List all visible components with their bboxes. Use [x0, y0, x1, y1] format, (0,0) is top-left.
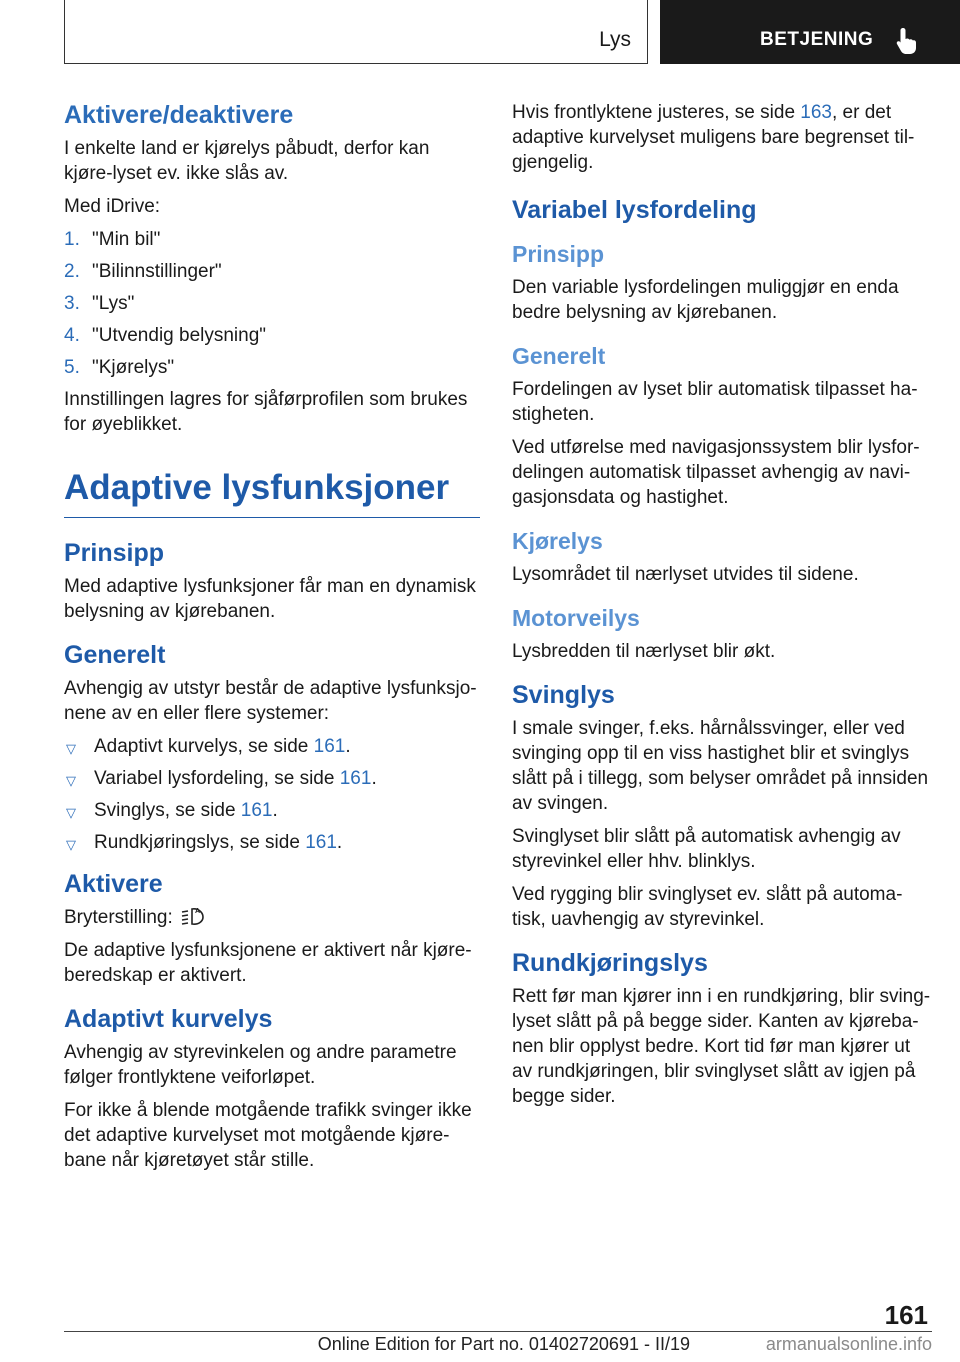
heading-kjorelys: Kjørelys — [512, 528, 603, 554]
step-number: 4. — [64, 325, 80, 346]
step-number: 2. — [64, 261, 80, 282]
bullet-text: Variabel lysfordeling, se side — [94, 768, 340, 789]
page-link[interactable]: 163 — [800, 102, 832, 123]
list-item — [64, 766, 480, 791]
heading-variabel-lysfordeling: Variabel lysfordeling — [512, 196, 757, 224]
footer-divider — [64, 1331, 932, 1332]
paragraph: Fordelingen av lyset blir automatisk tilpasset ha-stigheten. — [512, 379, 918, 425]
heading-aktivere: Aktivere — [64, 870, 163, 898]
list-item — [64, 259, 480, 284]
paragraph: De adaptive lysfunksjonene er aktivert når kjøre-beredskap er aktivert. — [64, 940, 472, 986]
right-column — [512, 100, 932, 1117]
paragraph: Ved utførelse med navigasjonssystem blir lysfor-delingen automatisk tilpasset avhengig av navi-gasjonsdata og hastighet. — [512, 437, 920, 508]
page-link[interactable]: 161 — [305, 832, 337, 853]
paragraph: Avhengig av styrevinkelen og andre parametre følger frontlyktene veiforløpet. — [64, 1042, 457, 1088]
paragraph: I enkelte land er kjørelys påbudt, derfor kan kjøre-lyset ev. ikke slås av. — [64, 138, 430, 184]
idrive-steps-list — [64, 227, 480, 380]
page-link[interactable]: 161 — [240, 800, 273, 821]
paragraph: Svinglyset blir slått på automatisk avhengig av styrevinkel eller hhv. blinklys. — [512, 826, 901, 872]
step-number: 1. — [64, 229, 80, 250]
paragraph — [512, 100, 932, 175]
step-text: "Lys" — [92, 293, 135, 314]
switch-position-label: Bryterstilling: — [64, 907, 173, 928]
paragraph: Innstillingen lagres for sjåførprofilen som brukes for øyeblikket. — [64, 389, 468, 435]
paragraph: Den variable lysfordelingen muliggjør en enda bedre belysning av kjørebanen. — [512, 277, 899, 323]
list-item — [64, 355, 480, 380]
step-number: 5. — [64, 357, 80, 378]
paragraph: Med adaptive lysfunksjoner får man en dynamisk belysning av kjørebanen. — [64, 576, 476, 622]
paragraph: Lysbredden til nærlyset blir økt. — [512, 641, 776, 662]
chapter-title: BETJENING — [760, 29, 874, 50]
paragraph: Ved rygging blir svinglyset ev. slått på automa-tisk, uavhengig av styrevinkel. — [512, 884, 903, 930]
bullet-triangle-icon: ▽ — [66, 805, 76, 820]
heading-svinglys: Svinglys — [512, 681, 615, 709]
page-link[interactable]: 161 — [339, 768, 372, 789]
paragraph: Lysområdet til nærlyset utvides til sidene. — [512, 564, 859, 585]
step-text: "Utvendig belysning" — [92, 325, 267, 346]
main-section-title: Adaptive lysfunksjoner — [64, 467, 480, 518]
left-column — [64, 100, 480, 1181]
paragraph: Rett før man kjører inn i en rundkjøring, blir sving-lyset slått på på begge sider. Kanten av kjøreba-nen blir opplyst bedre. Kort tid før man kjører ut av rundkjøringen, blir svinglyset slått av igjen på begge sider. — [512, 986, 931, 1107]
hand-pointer-icon — [893, 26, 919, 56]
watermark: armanualsonline.info — [765, 1334, 932, 1354]
text: Hvis frontlyktene justeres, se side — [512, 102, 801, 123]
text: , er det adaptive kurvelyset muligens bare begrenset til-gjengelig. — [512, 102, 915, 173]
bullet-text: Adaptivt kurvelys, se side — [94, 736, 314, 757]
heading-motorveilys: Motorveilys — [512, 605, 640, 631]
punctuation: . — [336, 832, 343, 853]
step-text: "Kjørelys" — [92, 357, 175, 378]
page-link[interactable]: 161 — [313, 736, 346, 757]
list-item — [64, 227, 480, 252]
auto-headlight-switch-icon — [181, 905, 207, 927]
functions-bullet-list — [64, 734, 480, 855]
heading-generelt: Generelt — [64, 641, 166, 669]
chapter-tab — [660, 0, 960, 64]
edition-info: Online Edition for Part no. 01402720691 - II/19 — [317, 1334, 690, 1354]
heading-aktivere-deaktivere: Aktivere/deaktivere — [64, 101, 294, 129]
step-number: 3. — [64, 293, 80, 314]
section-title: Lys — [599, 28, 631, 51]
punctuation: . — [272, 800, 278, 821]
heading-adaptivt-kurvelys: Adaptivt kurvelys — [64, 1005, 273, 1033]
page-number: 161 — [884, 1300, 928, 1330]
punctuation: . — [371, 768, 377, 789]
heading-rundkjoringslys: Rundkjøringslys — [512, 949, 708, 977]
list-item — [64, 323, 480, 348]
paragraph: Med iDrive: — [64, 196, 161, 217]
bullet-text: Svinglys, se side — [94, 800, 241, 821]
heading-prinsipp: Prinsipp — [512, 241, 605, 267]
list-item — [64, 830, 480, 855]
bullet-text: Rundkjøringslys, se side — [94, 832, 306, 853]
bullet-triangle-icon: ▽ — [66, 773, 76, 788]
heading-generelt: Generelt — [512, 343, 606, 369]
list-item — [64, 734, 480, 759]
bullet-triangle-icon: ▽ — [66, 837, 76, 852]
list-item — [64, 798, 480, 823]
step-text: "Min bil" — [92, 229, 161, 250]
step-text: "Bilinnstillinger" — [92, 261, 222, 282]
svg-text:A: A — [194, 908, 200, 915]
punctuation: . — [345, 736, 351, 757]
paragraph — [64, 905, 480, 930]
paragraph: Avhengig av utstyr består de adaptive lysfunksjo-nene av en eller flere systemer: — [64, 678, 477, 724]
heading-prinsipp: Prinsipp — [64, 539, 165, 567]
paragraph: For ikke å blende motgående trafikk svinger ikke det adaptive kurvelyset mot motgående kjøre-bane når kjøretøyet står stille. — [64, 1100, 472, 1171]
page-header — [0, 0, 960, 66]
paragraph: I smale svinger, f.eks. hårnålssvinger, eller ved svinging opp til en viss hastighet blir et svinglys slått på i tillegg, som belyser området på innsiden av svingen. — [512, 718, 929, 814]
bullet-triangle-icon: ▽ — [66, 741, 76, 756]
list-item — [64, 291, 480, 316]
section-tab — [64, 0, 648, 64]
